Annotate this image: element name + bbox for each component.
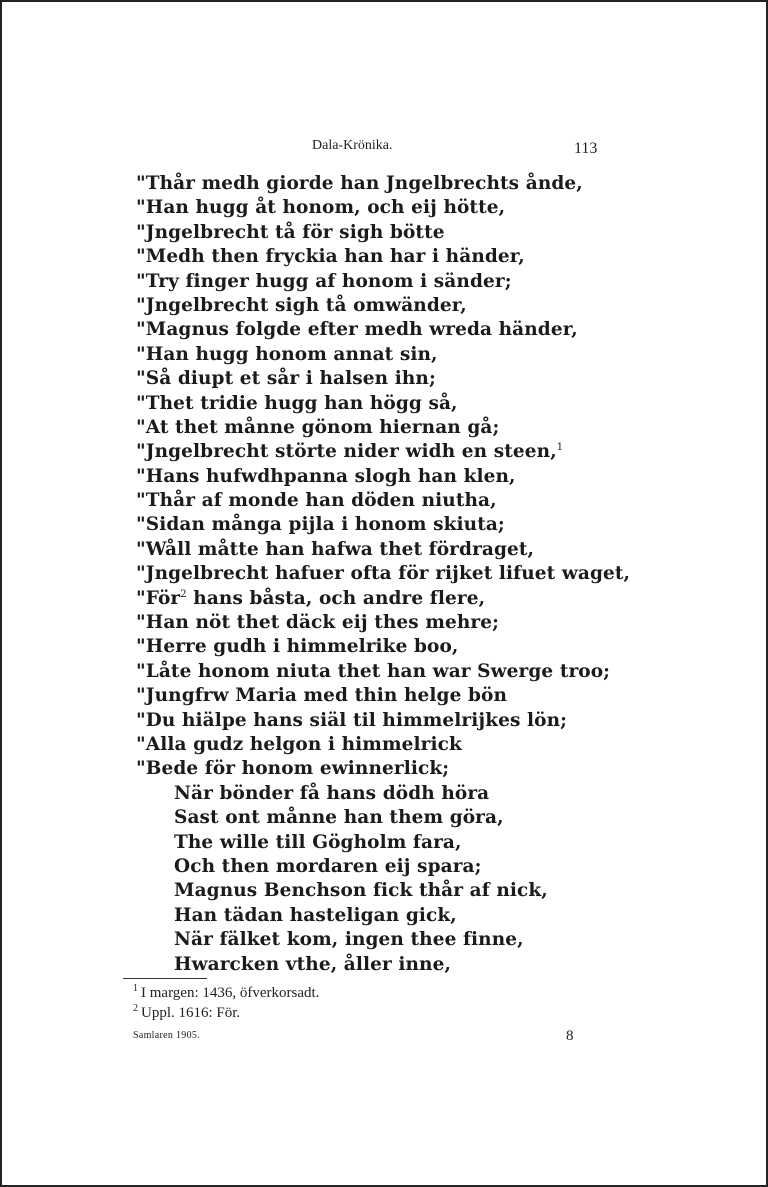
poem-line-rest: hans båsta, och andre flere, [186,587,486,609]
poem-body [136,172,630,977]
poem-line: "Sidan många pijla i honom skiuta; [136,514,505,536]
poem-line: "Bede för honom ewinnerlick; [136,758,450,780]
poem-line-with-note-2 [136,587,630,611]
poem-line: "Han hugg honom annat sin, [136,343,438,365]
poem-line: "Herre gudh i himmelrike boo, [136,636,459,658]
poem-line-indented: Han tädan hasteligan gick, [174,904,457,926]
poem-line: "Magnus folgde efter medh wreda händer, [136,319,578,341]
poem-line-indented: När bönder få hans dödh höra [174,782,490,804]
poem-line-text: "Jngelbrecht störte nider widh en steen, [136,441,557,463]
poem-line: "Jngelbrecht tå för sigh bötte [136,221,445,243]
footnote-number: 2 [133,1003,138,1014]
poem-line: "Så diupt et sår i halsen ihn; [136,368,436,390]
poem-line: "Han hugg åt honom, och eij hötte, [136,197,506,219]
page-number: 113 [574,140,598,157]
poem-line: "Låte honom niuta thet han war Swerge troo; [136,660,611,682]
poem-line: "Wåll måtte han hafwa thet fördraget, [136,538,535,560]
running-title: Dala-Krönika. [312,138,393,153]
poem-line: "Jngelbrecht sigh tå omwänder, [136,294,467,316]
footnote-mark: 1 [556,442,564,454]
poem-line: "Alla gudz helgon i himmelrick [136,733,462,755]
footnote [133,1003,319,1023]
poem-line-indented: Hwarcken vthe, åller inne, [174,953,452,975]
footer-signature: Samlaren 1905. [133,1030,200,1041]
footnote-number: 1 [133,983,138,994]
poem-line: "Du hiälpe hans siäl til himmelrijkes lön; [136,709,568,731]
poem-line-quote: " [136,587,146,609]
poem-line: "Thet tridie hugg han högg så, [136,392,458,414]
poem-line: "At thet månne gönom hiernan gå; [136,416,500,438]
poem-line: "Thår medh giorde han Jngelbrechts ånde, [136,173,583,194]
poem-line-word: För [145,587,181,609]
poem-line-indented: När fälket kom, ingen thee finne, [174,929,524,951]
poem-line-indented: Magnus Benchson fick thår af nick, [174,880,548,902]
poem-line-indented: Sast ont månne han them göra, [174,807,504,829]
poem-line: "Try finger hugg af honom i sänder; [136,270,512,292]
poem-line-indented: Och then mordaren eij spara; [174,855,482,877]
poem-line: "Han nöt thet däck eij thes mehre; [136,612,500,634]
footnote-text: I margen: 1436, öfverkorsadt. [141,985,320,1001]
poem-line: "Medh then fryckia han har i händer, [136,246,525,268]
poem-line: "Jngelbrecht hafuer ofta för rijket lifuet waget, [136,563,631,585]
poem-line: "Thår af monde han döden niutha, [136,490,497,512]
footnotes [133,983,319,1023]
poem-line-with-note-1 [136,440,630,464]
footnote-mark: 2 [180,588,187,600]
footnote-text: Uppl. 1616: För. [141,1005,241,1021]
footer-sheet-number: 8 [566,1028,574,1044]
poem-line: "Jungfrw Maria med thin helge bön [136,685,508,707]
footnote-rule [123,978,207,979]
poem-line: "Hans hufwdhpanna slogh han klen, [136,465,516,487]
footnote [133,983,319,1003]
poem-line-indented: The wille till Gögholm fara, [174,831,462,853]
